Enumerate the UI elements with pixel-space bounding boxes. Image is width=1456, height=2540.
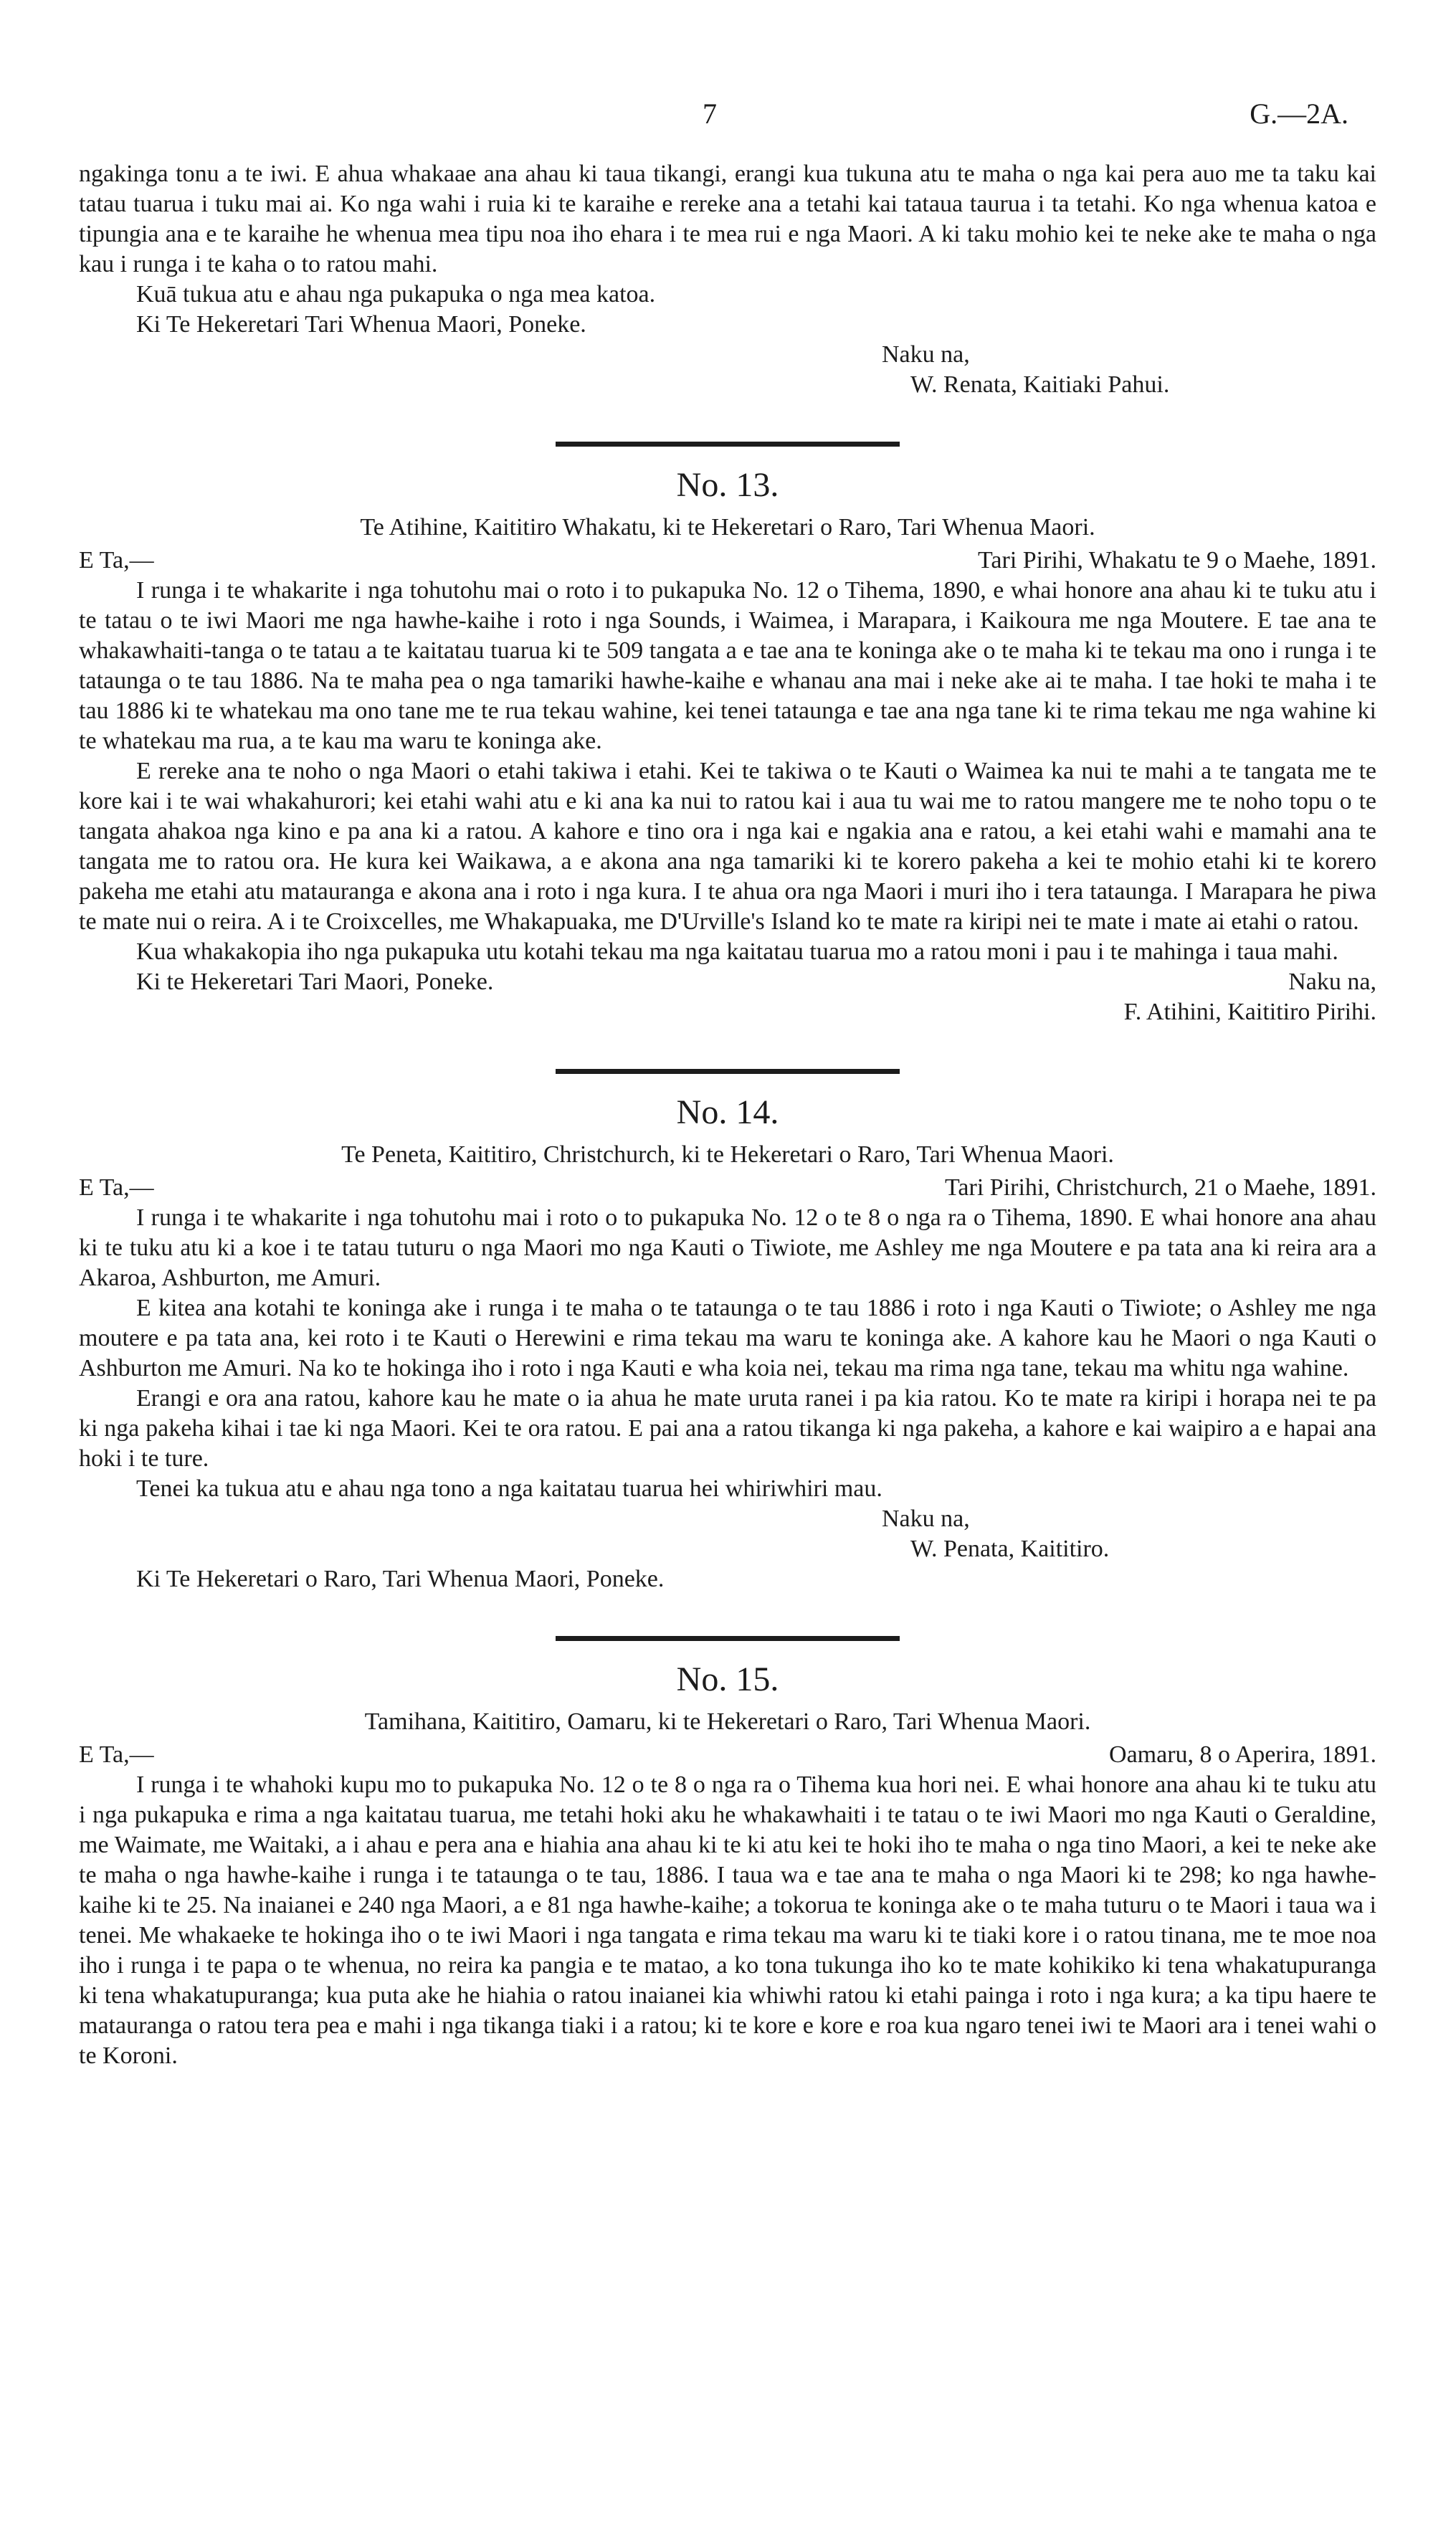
salutation-row xyxy=(79,1740,1376,1770)
closing-row xyxy=(79,967,1376,997)
section-divider xyxy=(556,1069,900,1074)
paragraph: Kua whakakopia iho nga pukapuka utu kotahi tekau ma nga kaitatau tuarua mo a ratou moni i pau i te mahinga i taua mahi. xyxy=(136,938,1338,965)
letter-number: No. 13. xyxy=(676,466,779,504)
letter-14 xyxy=(79,1090,1376,1594)
letter-number: No. 14. xyxy=(676,1093,779,1131)
letter-addressee: Ki te Hekeretari Tari Maori, Poneke. xyxy=(136,969,494,995)
section-divider xyxy=(556,442,900,447)
dateline: Oamaru, 8 o Aperira, 1891. xyxy=(1109,1741,1376,1768)
dateline: Tari Pirihi, Whakatu te 9 o Maehe, 1891. xyxy=(978,547,1376,574)
document-body xyxy=(79,159,1376,2071)
page-header xyxy=(0,97,1456,140)
salutation-row xyxy=(79,1173,1376,1203)
paragraph: Erangi e ora ana ratou, kahore kau he mate o ia ahua he mate uruta ranei i pa kia ratou. Ko te mate ra kiripi i horapa nei te pa ki nga pakeha kihai i tae ki nga Maori. Kei te ora ratou. E pai ana a ratou tikanga ki nga pakeha, a kahore e kai waipiro a e hapai ana hoki i te ture. xyxy=(79,1385,1376,1472)
salutation: E Ta,— xyxy=(79,1741,154,1768)
intro-paragraph: ngakinga tonu a te iwi. E ahua whakaae ana ahau ki taua tikangi, erangi kua tukuna atu te maha o nga kai pera auo me ta taku kai tatau tuarua i tuku mai ai. Ko nga wahi i ruia ki te karaihe e rereke ana a tetahi kai tataua taurua i ta tetahi. Ko nga whenua katoa e tipungia ana e te karaihe he whenua mea tipu noa iho ehara i te mea rui e nga Maori. A ki taku mohio kei te neke ake te maha o nga kau i runga i te kaha o to ratou mahi. xyxy=(79,161,1376,277)
document-reference: G.—2A. xyxy=(1250,97,1348,130)
paragraph: E kitea ana kotahi te koninga ake i runga i te maha o te tataunga o te tau 1886 i roto i nga Kauti o Tiwiote; o Ashley me nga moutere e pa tata ana, kei roto i te Kauti o Herewini e rima tekau ma waru te koninga ake. A kahore kau he Maori o nga Kauti o Ashburton me Amuri. Na ko te hokinga iho i roto i nga Kauti e wha koia nei, tekau ma rima nga tane, tekau ma whitu nga wahine. xyxy=(79,1295,1376,1381)
signature: F. Atihini, Kaititiro Pirihi. xyxy=(1123,999,1376,1025)
signature: W. Penata, Kaititiro. xyxy=(910,1536,1110,1562)
paragraph: I runga i te whakarite i nga tohutohu mai o roto i to pukapuka No. 12 o Tihema, 1890, e whai honore ana ahau ki te tuku atu i te tatau o te iwi Maori me nga hawhe-kaihe i roto i nga Sounds, i Waimea, i Marapara, i Kaikoura me nga Moutere. E tae ana te whakawhaiti-tanga o te tatau a te kaitatau tuarua ki te 509 tangata a e tae ana te koninga ake o te maha ki te tekau ma ono i runga i te tataunga o te tau 1886. Na te maha pea o nga tamariki hawhe-kaihe e whanau ana mai i neke ake ai te maha. I tae hoki te maha i te tau 1886 ki te whatekau ma ono tane me te rua tekau wahine, kei tenei tataunga e tae ana nga tane ki te rima tekau me nga wahine ki te whatekau ma rua, a te kau ma waru te koninga ake. xyxy=(79,577,1376,754)
paragraph: I runga i te whahoki kupu mo to pukapuka No. 12 o te 8 o nga ra o Tihema kua hori nei. E whai honore ana ahau ki te tuku atu i nga pukapuka e rima a nga kaitatau tuarua, me tetahi hoki aku he whakawhaiti i te tatau o te iwi Maori mo nga Kauti o Geraldine, me Waimate, me Waitaki, a i ahau e pera ana e hiahia ana ahau ki te ki atu kei te hoki iho te maha o nga tino Maori, a kei te neke ake te maha o nga hawhe-kaihe i runga i te tataunga o te tau, 1886. I taua wa e tae ana te maha o nga Maori ki te 298; ko nga hawhe-kaihe ki te 25. Na inaianei e 240 nga Maori, a e 81 nga hawhe-kaihe; a tokorua te koninga ake o te maha tuturu o te Maori i taua wa i tenei. Me whakaeke te hokinga iho o te iwi Maori i nga tangata e rima tekau ma waru ki te tiaki kore i o ratou tinana, me te moe noa iho i runga i te papa o te whenua, no reira ka pangia e te matao, a ko tona tukunga iho ko te mate kohikiko ki tena whakatupuranga ki tena whakatupuranga; kua puta ake he hiahia o ratou inaianei kia whiwhi ratou ki etahi painga i roto i nga kura; a ka tipu haere te matauranga o ratou tera pea e mahi i nga tikanga tiaki i a ratou; ki te kore e kore e roa kua ngaro tenei iwi te Maori ara i tenei wahi o te Koroni. xyxy=(79,1771,1376,2069)
letter-15 xyxy=(79,1657,1376,2071)
intro-closing: Naku na, xyxy=(882,341,970,368)
intro-signature: W. Renata, Kaitiaki Pahui. xyxy=(910,371,1170,398)
letter-heading: Tamihana, Kaititiro, Oamaru, ki te Hekeretari o Raro, Tari Whenua Maori. xyxy=(364,1708,1091,1735)
salutation-row xyxy=(79,546,1376,576)
letter-13 xyxy=(79,462,1376,1027)
paragraph: E rereke ana te noho o nga Maori o etahi takiwa i etahi. Kei te takiwa o te Kauti o Waimea ka nui te mahi a te tangata me te kore kai i te wai whakahurori; kei etahi wahi atu e ki ana ka nui to ratou kai i aua tu wai me to ratou mangere me te noho topu o te tangata ahakoa nga kino e pa ana ki a ratou. A kahore e tino ora i nga kai e ngakia ana e ratou, a kei etahi wahi e mamahi ana te tangata me to ratou ora. He kura kei Waikawa, a e akona ana nga tamariki ki te korero pakeha a kei te mohio etahi ki te korero pakeha me etahi atu matauranga e akona ana i roto i nga kura. I te ahua ora nga Maori i muri iho i tera tataunga. I Marapara he piwa te mate nui o reira. A i te Croixcelles, me Whakapuaka, me D'Urville's Island ko te mate ra kiripi nei te mate i mate ai etahi o ratou. xyxy=(79,758,1376,935)
intro-addressee: Ki Te Hekeretari Tari Whenua Maori, Poneke. xyxy=(136,311,586,338)
paragraph: Tenei ka tukua atu e ahau nga tono a nga kaitatau tuarua hei whiriwhiri mau. xyxy=(136,1475,882,1502)
closing: Naku na, xyxy=(882,1506,970,1532)
letter-number: No. 15. xyxy=(676,1660,779,1698)
intro-line: Kuā tukua atu e ahau nga pukapuka o nga mea katoa. xyxy=(136,281,656,308)
salutation: E Ta,— xyxy=(79,547,154,574)
section-divider xyxy=(556,1636,900,1641)
paragraph: I runga i te whakarite i nga tohutohu mai i roto o to pukapuka No. 12 o te 8 o nga ra o Tihema, 1890. E whai honore ana ahau ki te tuku atu ki a koe i te tatau tuturu o nga Maori mo nga Kauti o Tiwiote, me Ashley me nga Moutere e pa tata ana ki reira ara a Akaroa, Ashburton, me Amuri. xyxy=(79,1204,1376,1291)
closing: Naku na, xyxy=(1288,969,1376,995)
letter-heading: Te Atihine, Kaititiro Whakatu, ki te Hekeretari o Raro, Tari Whenua Maori. xyxy=(360,514,1095,541)
letter-heading: Te Peneta, Kaititiro, Christchurch, ki te Hekeretari o Raro, Tari Whenua Maori. xyxy=(341,1141,1114,1168)
page-number: 7 xyxy=(703,97,717,130)
letter-addressee: Ki Te Hekeretari o Raro, Tari Whenua Maori, Poneke. xyxy=(136,1566,665,1592)
intro-section xyxy=(79,159,1376,400)
salutation: E Ta,— xyxy=(79,1174,154,1201)
dateline: Tari Pirihi, Christchurch, 21 o Maehe, 1891. xyxy=(945,1174,1376,1201)
